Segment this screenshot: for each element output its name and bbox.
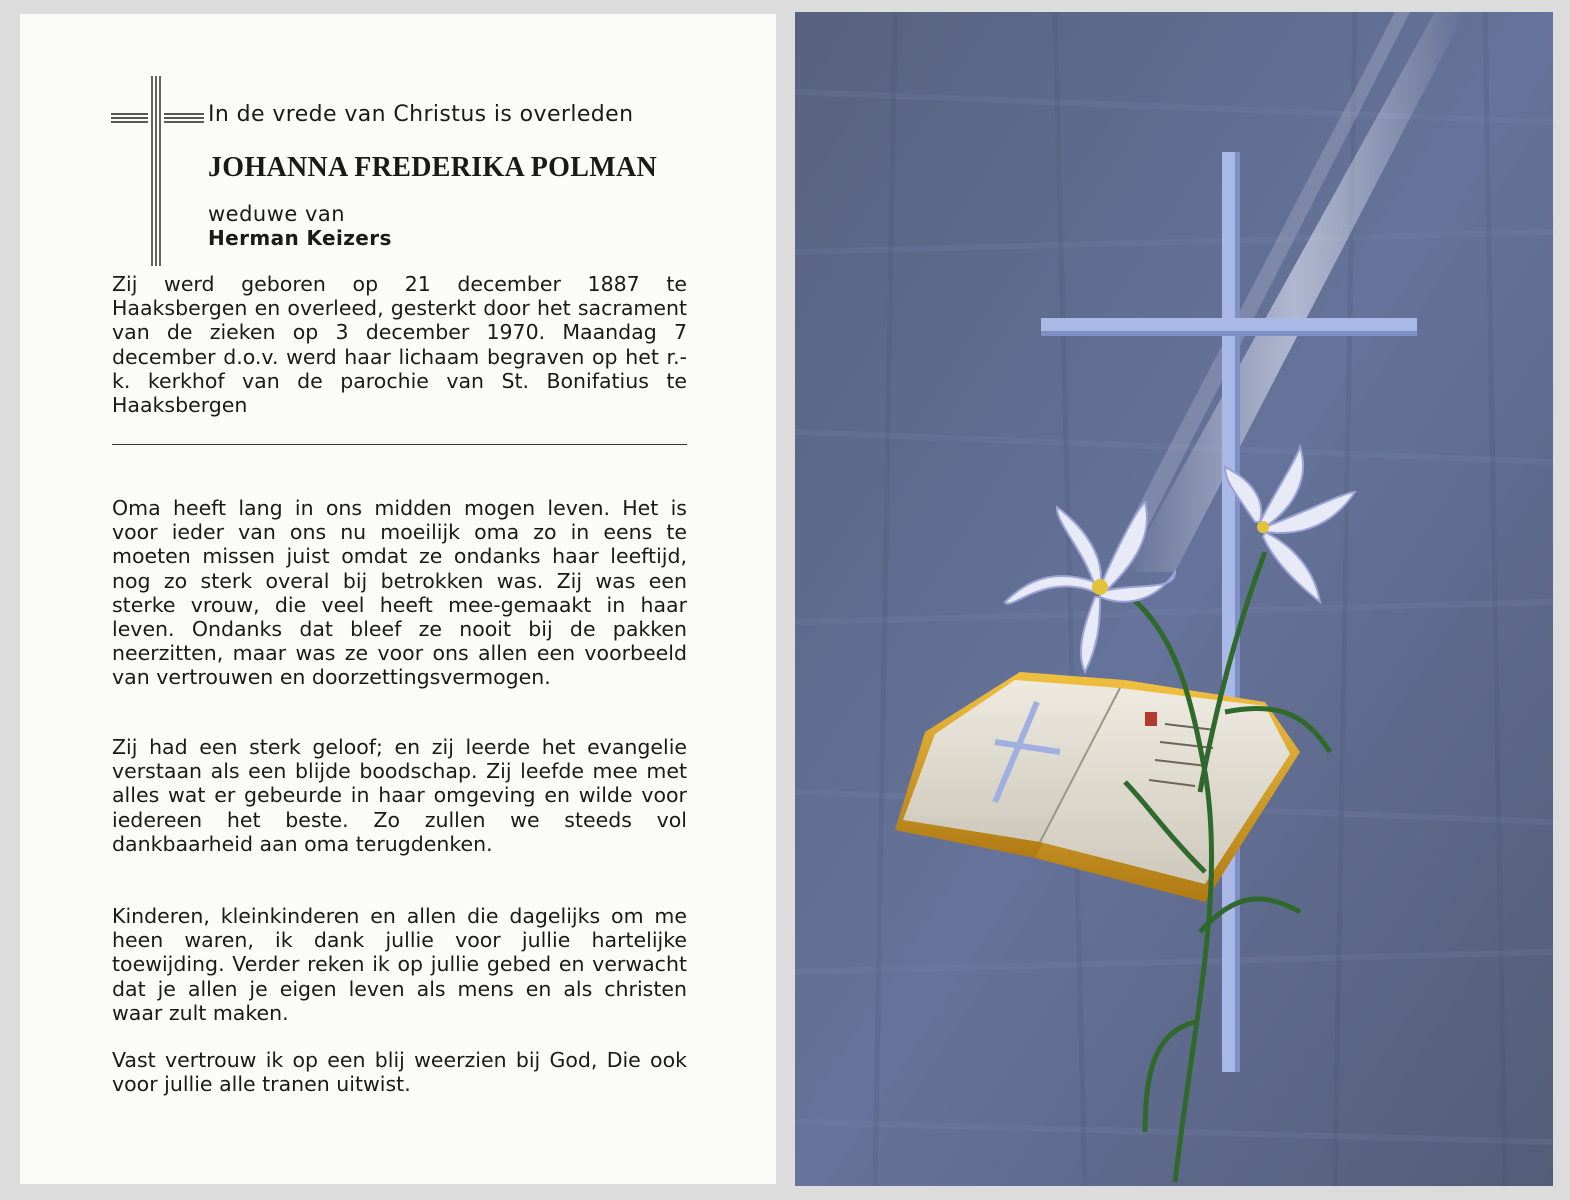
husband-name: Herman Keizers — [208, 226, 392, 250]
cross-icon — [108, 74, 208, 274]
memorial-paragraph: Vast vertrouw ik op een blij weerzien bij God, Die ook voor jullie alle tranen uitwist. — [112, 1048, 687, 1097]
memorial-paragraph: Oma heeft lang in ons midden mogen leven. Het is voor ieder van ons nu moeilijk oma zo in eens te moeten missen juist omdat ze ondanks haar leeftijd, nog zo sterk overal bij betrokken was. Zij was een sterke vrouw, die veel heeft mee-gemaakt in haar leven. Ondanks dat bleef ze nooit bij de pakken neerzitten, maar was ze voor ons allen een voorbeeld van vertrouwen en doorzettingsvermogen. — [112, 496, 687, 690]
memorial-card-picture-side — [795, 12, 1553, 1186]
biography-text: Zij werd geboren op 21 december 1887 te Haaksbergen en overleed, gesterkt door het sacrament van de zieken op 3 december 1970. Maandag 7 december d.o.v. werd haar lichaam begraven op het r.-k. kerkhof van de parochie van St. Bonifatius te Haaksbergen — [112, 272, 687, 418]
cross-lilies-bible-painting — [795, 12, 1553, 1186]
memorial-card-text-side — [20, 14, 776, 1184]
death-notice-heading: In de vrede van Christus is overleden — [208, 102, 634, 127]
memorial-paragraph: Zij had een sterk geloof; en zij leerde het evangelie verstaan als een blijde boodschap. Zij leefde mee met alles wat er gebeurde in haar omgeving en wilde voor iedereen het beste. Zo zullen we steeds vol dankbaarheid aan oma terugdenken. — [112, 735, 687, 856]
deceased-name: JOHANNA FREDERIKA POLMAN — [208, 152, 657, 183]
widow-of-label: weduwe van — [208, 202, 346, 226]
divider-line — [112, 444, 687, 445]
memorial-paragraph: Kinderen, kleinkinderen en allen die dagelijks om me heen waren, ik dank jullie voor jullie hartelijke toewijding. Verder reken ik op jullie gebed en verwacht dat je allen je eigen leven als mens en als christen waar zult maken. — [112, 904, 687, 1025]
